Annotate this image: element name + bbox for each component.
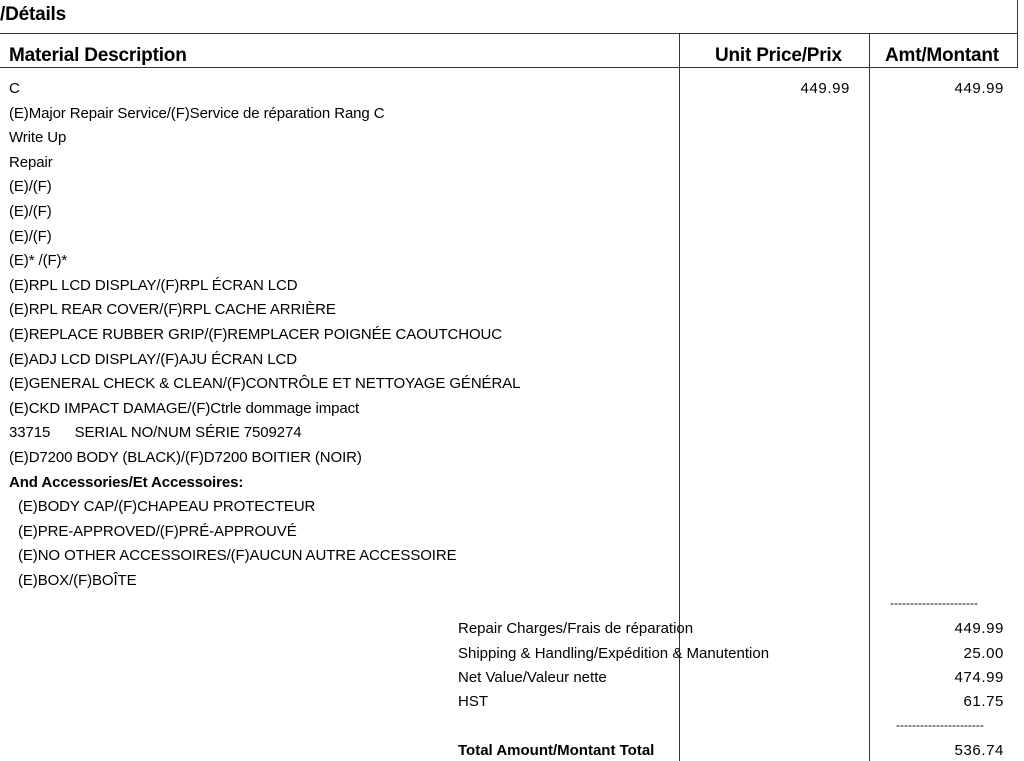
description-line: (E)ADJ LCD DISPLAY/(F)AJU ÉCRAN LCD: [9, 350, 297, 368]
shipping-label: Shipping & Handling/Expédition & Manutention: [458, 645, 770, 662]
description-line: Repair: [9, 153, 53, 171]
description-line: (E)* /(F)*: [9, 252, 68, 270]
header-bottom-border: [0, 67, 1018, 68]
total-separator: ----------------------: [896, 718, 984, 732]
serial-number-line: 33715 SERIAL NO/NUM SÉRIE 7509274: [9, 424, 302, 442]
amount-column-divider: [869, 33, 870, 761]
accessory-item: (E)BOX/(F)BOÎTE: [18, 571, 137, 589]
hst-value: 61.75: [963, 693, 1004, 710]
description-line: (E)REPLACE RUBBER GRIP/(F)REMPLACER POIGNÉE CAOUTCHOUC: [9, 325, 502, 343]
shipping-value: 25.00: [963, 645, 1004, 662]
section-title: /Détails: [0, 4, 66, 25]
description-line: (E)CKD IMPACT DAMAGE/(F)Ctrle dommage impact: [9, 399, 360, 417]
item-amount: 449.99: [954, 80, 1004, 97]
total-amount-label: Total Amount/Montant Total: [458, 742, 655, 759]
description-line: (E)RPL REAR COVER/(F)RPL CACHE ARRIÈRE: [9, 301, 336, 319]
repair-charges-label: Repair Charges/Frais de réparation: [458, 620, 694, 637]
repair-charges-value: 449.99: [954, 620, 1004, 637]
description-line: (E)/(F): [9, 178, 52, 196]
description-line: (E)GENERAL CHECK & CLEAN/(F)CONTRÔLE ET NETTOYAGE GÉNÉRAL: [9, 375, 521, 393]
hst-label: HST: [458, 693, 488, 710]
description-line: (E)RPL LCD DISPLAY/(F)RPL ÉCRAN LCD: [9, 276, 298, 294]
header-amount: Amt/Montant: [885, 45, 999, 66]
net-value-value: 474.99: [954, 669, 1004, 686]
line-item-description: [9, 79, 520, 595]
description-line: Write Up: [9, 129, 67, 147]
subtotal-separator: ----------------------: [890, 596, 978, 610]
table-top-border: [0, 33, 1018, 34]
description-line: (E)Major Repair Service/(F)Service de réparation Rang C: [9, 104, 385, 122]
accessory-item: (E)NO OTHER ACCESSOIRES/(F)AUCUN AUTRE ACCESSOIRE: [18, 547, 457, 565]
product-line: (E)D7200 BODY (BLACK)/(F)D7200 BOITIER (NOIR): [9, 448, 362, 466]
header-unit-price: Unit Price/Prix: [715, 45, 842, 66]
right-border: [1017, 0, 1018, 68]
accessories-heading: And Accessories/Et Accessoires:: [9, 473, 244, 491]
accessory-item: (E)BODY CAP/(F)CHAPEAU PROTECTEUR: [18, 498, 316, 516]
description-line: (E)/(F): [9, 202, 52, 220]
header-material-description: Material Description: [9, 45, 187, 66]
total-amount-value: 536.74: [954, 742, 1004, 759]
accessory-item: (E)PRE-APPROVED/(F)PRÉ-APPROUVÉ: [18, 522, 297, 540]
net-value-label: Net Value/Valeur nette: [458, 669, 607, 686]
item-unit-price: 449.99: [800, 80, 850, 97]
description-line: (E)/(F): [9, 227, 52, 245]
description-line: C: [9, 80, 20, 97]
